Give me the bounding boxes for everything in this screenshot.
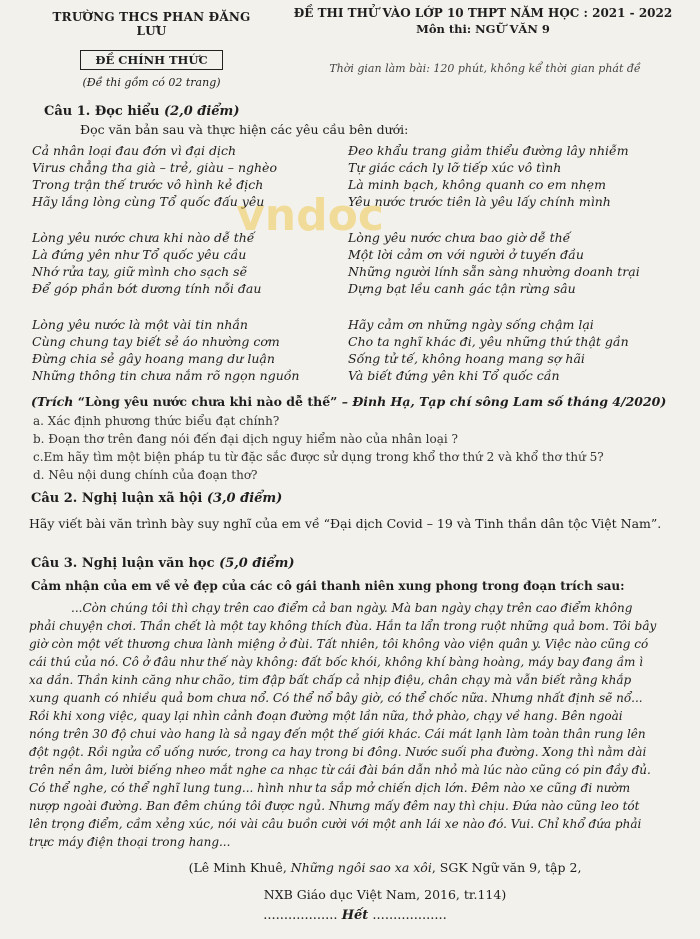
poem-line: Hãy cảm ơn những ngày sống chậm lại — [348, 317, 594, 332]
excerpt-line: giờ còn một vết thương chưa lành miệng ở đùi. Tất nhiên, tôi không vào viện quân y. Việc nào cũng có — [29, 637, 649, 651]
poem-line: Trong trận thế trước vô hình kẻ địch — [32, 177, 264, 192]
excerpt-line: Rồi khi xong việc, quay lại nhìn cảnh đoạn đường một lần nữa, thở phào, chạy về hang. Bên ngoài — [29, 709, 623, 723]
q1-instruction: Đọc văn bản sau và thực hiện các yêu cầu bên dưới: — [80, 122, 409, 137]
poem-line: Lòng yêu nước chưa bao giờ dễ thế — [348, 230, 571, 245]
q2-heading — [31, 491, 282, 506]
poem-line: Và biết đứng yên khi Tổ quốc cần — [348, 368, 560, 383]
sub-question-d: d. Nêu nội dung chính của đoạn thơ? — [33, 468, 258, 482]
poem-line: Là đứng yên như Tổ quốc yêu cầu — [32, 247, 247, 262]
poem-line: Tự giác cách ly lỡ tiếp xúc vô tình — [348, 160, 562, 175]
sub-question-a: a. Xác định phương thức biểu đạt chính? — [33, 414, 280, 428]
poem-line: Là minh bạch, không quanh co em nhẹm — [348, 177, 606, 192]
citation-line-1 — [150, 860, 620, 875]
citation-work: Những ngôi sao xa xôi — [290, 860, 432, 875]
poem-line: Những người lính sẵn sàng nhường doanh trại — [348, 264, 640, 279]
sub-question-b: b. Đoạn thơ trên đang nói đến đại dịch nguy hiểm nào của nhân loại ? — [33, 432, 458, 446]
poem-line: Những thông tin chưa nắm rõ ngọn nguồn — [32, 368, 300, 383]
excerpt-line: cái thú của nó. Cô ở đâu như thế này không: đất bốc khói, không khí bàng hoàng, máy bay đang ầm ì — [29, 655, 643, 669]
excerpt-line: nóng trên 30 độ chui vào hang là sả ngay đến một thế giới khác. Cái mát lạnh làm toàn thân rung lên — [29, 727, 646, 741]
excerpt-line: lên trọng điểm, cầm xẻng xúc, nói vài câu buồn cười với một anh lái xe nào đó. Vui. Chỉ khổ đứa phải — [29, 817, 642, 831]
q3-heading — [31, 556, 295, 571]
excerpt-line: phải chuyện chơi. Thần chết là một tay không thích đùa. Hắn ta lẩn trong ruột những quả bom. Tôi bây — [29, 619, 657, 633]
source-rest: – Đinh Hạ, Tạp chí sông Lam số tháng 4/2020) — [337, 394, 667, 409]
end-text: Hết — [341, 908, 369, 923]
poem-line: Đừng chia sẻ gây hoang mang dư luận — [32, 351, 275, 366]
header-left — [44, 10, 259, 89]
poem-line: Cho ta nghĩ khác đi, yêu những thứ thật gần — [348, 334, 629, 349]
citation-prefix: (Lê Minh Khuê, — [188, 860, 291, 875]
poem-stanza — [32, 316, 362, 384]
source-prefix: (Trích — [31, 394, 78, 409]
poem-line: Đeo khẩu trang giảm thiểu đường lây nhiễm — [348, 143, 629, 158]
vndoc-watermark — [210, 188, 410, 244]
q1-title: Câu 1. Đọc hiểu — [44, 104, 160, 119]
poem-left-column — [32, 142, 362, 403]
q3-points: (5,0 điểm) — [219, 556, 295, 571]
end-marker — [240, 908, 470, 923]
excerpt-line: xung quanh có nhiều quả bom chưa nổ. Có thể nổ bây giờ, có thể chốc nữa. Nhưng nhất định sẽ nổ... — [29, 691, 643, 705]
q1-points: (2,0 điểm) — [163, 104, 240, 119]
citation-rest: , SGK Ngữ văn 9, tập 2, — [431, 860, 582, 875]
poem-line: Cả nhân loại đau đớn vì đại dịch — [32, 143, 237, 158]
end-dots-left: .................. — [263, 908, 338, 923]
excerpt-line: ...Còn chúng tôi thì chạy trên cao điểm cả ban ngày. Mà ban ngày chạy trên cao điểm không — [71, 601, 633, 615]
poem-source — [31, 394, 666, 409]
poem-line: Virus chẳng tha già – trẻ, giàu – nghèo — [32, 160, 277, 175]
watermark-text: vndoc — [236, 190, 384, 241]
poem-line: Yêu nước trước tiên là yêu lấy chính mình — [348, 194, 611, 209]
literary-excerpt — [29, 599, 681, 851]
excerpt-line: xa dần. Thần kinh căng như chão, tim đập bất chấp cả nhịp điệu, chân chạy mà vẫn biết rằng khắp — [29, 673, 632, 687]
poem-line: Một lời cảm ơn với người ở tuyến đầu — [348, 247, 584, 262]
q3-title: Câu 3. Nghị luận văn học — [31, 556, 215, 571]
poem-line: Sống tử tế, không hoang mang sợ hãi — [348, 351, 585, 366]
school-name: TRƯỜNG THCS PHAN ĐĂNG LƯU — [52, 10, 251, 38]
exam-title: ĐỀ THI THỬ VÀO LỚP 10 THPT NĂM HỌC : 2021 - 2022 — [293, 6, 673, 20]
poem-stanza — [348, 316, 678, 384]
poem-line: Lòng yêu nước chưa khi nào dễ thế — [32, 230, 255, 245]
excerpt-line: đột ngột. Rồi ngửa cổ uống nước, trong ca hay trong bi đông. Nước suối pha đường. Xong thì nằm dài — [29, 745, 647, 759]
excerpt-line: nượp ngoài đường. Ban đêm chúng tôi được ngủ. Nhưng mấy đêm nay thì chịu. Đứa nào cũng leo tót — [29, 799, 640, 813]
official-badge: ĐỀ CHÍNH THỨC — [80, 50, 222, 70]
end-dots-right: .................. — [372, 908, 447, 923]
exam-duration: Thời gian làm bài: 120 phút, không kể thời gian phát đề — [329, 62, 641, 75]
q1-heading — [44, 104, 239, 119]
poem-line: Nhớ rửa tay, giữ mình cho sạch sẽ — [32, 264, 247, 279]
poem-line: Lòng yêu nước là một vài tin nhắn — [32, 317, 248, 332]
excerpt-line: trên nền âm, lười biếng nheo mắt nghe ca nhạc từ cái đài bán dẫn nhỏ mà lúc nào cũng có pin đầy đủ. — [29, 763, 651, 777]
q3-prompt: Cảm nhận của em về vẻ đẹp của các cô gái thanh niên xung phong trong đoạn trích sau: — [31, 579, 625, 593]
exam-subject: Môn thi: NGỮ VĂN 9 — [416, 22, 550, 36]
poem-line: Hãy lắng lòng cùng Tổ quốc đấu yêu — [32, 194, 265, 209]
sub-question-c: c.Em hãy tìm một biện pháp tu từ đặc sắc được sử dụng trong khổ thơ thứ 2 và khổ thơ thứ 5? — [33, 450, 604, 464]
excerpt-line: Có thể nghe, có thể nghĩ lung tung... hình như ta sắp mở chiến dịch lớn. Đêm nào xe cũng đi nườm — [29, 781, 631, 795]
citation-line-2: NXB Giáo dục Việt Nam, 2016, tr.114) — [263, 887, 507, 902]
excerpt-line: trực máy điện thoại trong hang... — [29, 835, 231, 849]
q2-points: (3,0 điểm) — [206, 491, 283, 506]
source-title: “Lòng yêu nước chưa khi nào dễ thế” — [77, 394, 338, 409]
header-right — [278, 6, 688, 36]
poem-line: Cùng chung tay biết sẻ áo nhường cơm — [32, 334, 280, 349]
poem-right-column — [348, 142, 678, 403]
poem-line: Để góp phần bớt dương tính nỗi đau — [32, 281, 262, 296]
q2-title: Câu 2. Nghị luận xã hội — [31, 491, 203, 506]
page-count-note: (Đề thi gồm có 02 trang) — [82, 76, 221, 89]
q2-prompt: Hãy viết bài văn trình bày suy nghĩ của em về “Đại dịch Covid – 19 và Tinh thần dân tộc Việt Nam”. — [29, 516, 662, 531]
poem-line: Dựng bạt lều canh gác tận rừng sâu — [348, 281, 576, 296]
